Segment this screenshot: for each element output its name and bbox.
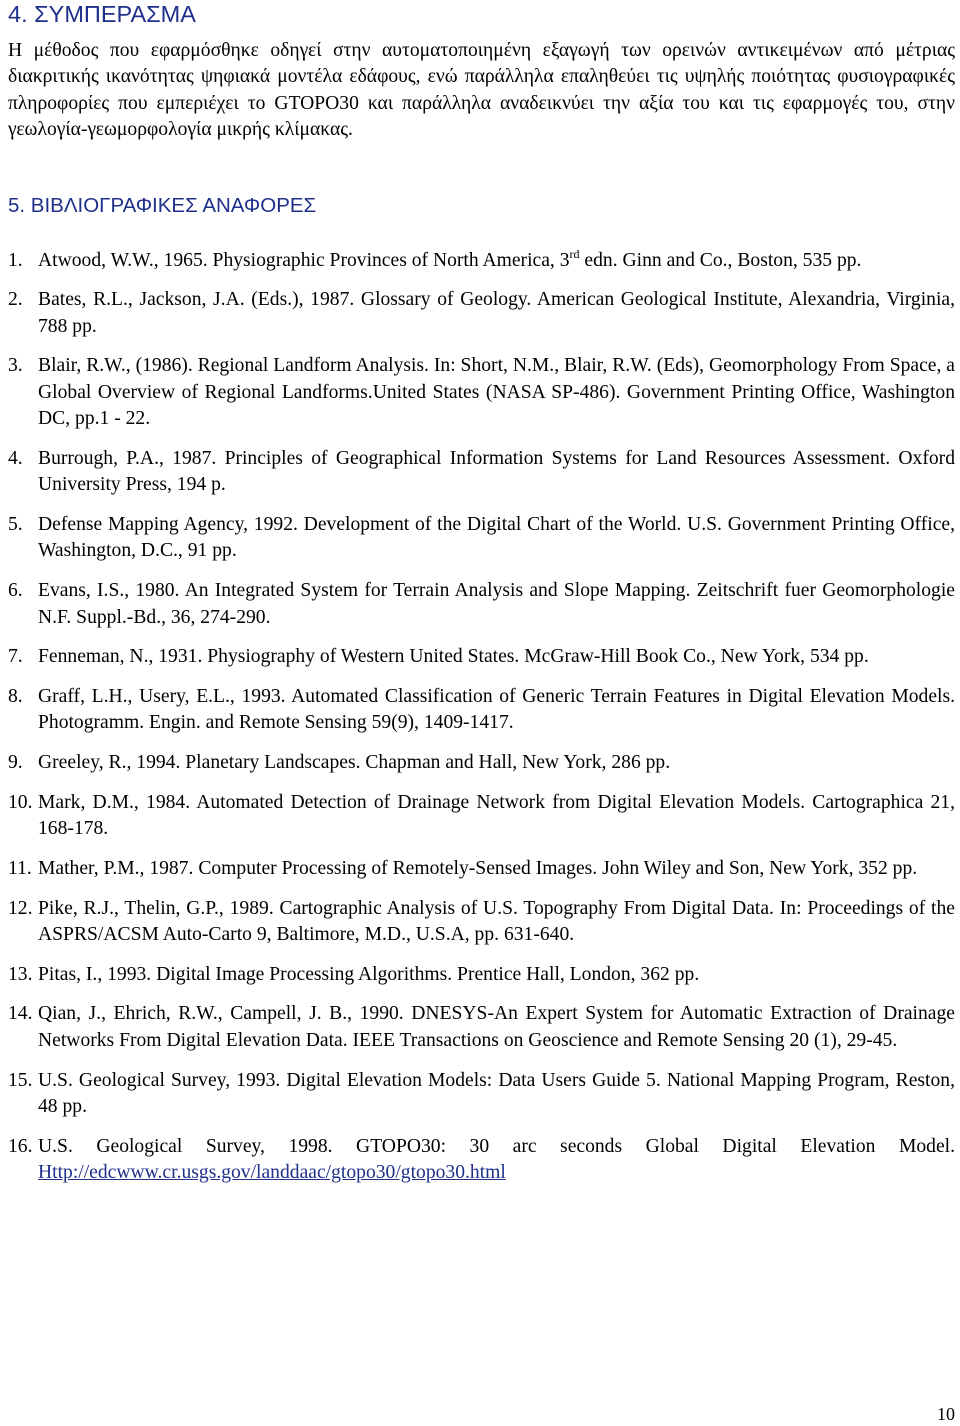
reference-number: 5. [8,514,23,536]
reference-number: 3. [8,355,23,377]
reference-number: 4. [8,447,23,469]
reference-number: 10. [8,791,33,813]
reference-text-part: Atwood, W.W., 1965. Physiographic Provinces of North America, 3 [38,249,570,271]
reference-item [8,1001,955,1054]
reference-text [38,1134,955,1187]
reference-number: 13. [8,963,33,985]
section-4-heading: 4. ΣΥΜΠΕΡΑΣΜΑ [8,1,196,27]
reference-text-part: U.S. Geological Survey, 1998. GTOPO30: 30 arc seconds Global Digital Elevation Model. [38,1135,955,1157]
section-5-heading: 5. ΒΙΒΛΙΟΓΡΑΦΙΚΕΣ ΑΝΑΦΟΡΕΣ [8,193,317,217]
reference-text: U.S. Geological Survey, 1993. Digital Elevation Models: Data Users Guide 5. National Mapping Program, Reston, 48 pp. [38,1069,955,1117]
reference-item [8,512,955,565]
conclusion-paragraph: Η μέθοδος που εφαρμόσθηκε οδηγεί στην αυτοματοποιημένη εξαγωγή των ορεινών αντικειμένων από μέτριας διακριτικής ικανότητας ψηφιακά μοντέλα εδάφους, ενώ παράλληλα επαληθεύει τις υψηλής ποιότητας φυσιογραφικές πληροφορίες που εμπεριέχει το GTOPO30 και παράλληλα αναδεικνύει την αξία του και τις εφαρμογές του, στην γεωλογία-γεωμορφολογία μικρής κλίμακας. [8,40,955,141]
reference-item [8,1068,955,1121]
reference-number: 11. [8,857,32,879]
reference-item [8,856,955,882]
superscript-ordinal: rd [569,246,580,261]
reference-text: Blair, R.W., (1986). Regional Landform Analysis. In: Short, N.M., Blair, R.W. (Eds), Geomorphology From Space, a Global Overview of Regional Landforms.United States (NASA SP-486). Government Printing Office, Washington DC, pp.1 - 22. [38,355,955,430]
reference-text: Mark, D.M., 1984. Automated Detection of Drainage Network from Digital Elevation Models. Cartographica 21, 168-178. [38,791,955,840]
reference-number: 6. [8,580,23,602]
reference-text: Qian, J., Ehrich, R.W., Campell, J. B., 1990. DNESYS-An Expert System for Automatic Extraction of Drainage Networks From Digital Elevation Data. IEEE Transactions on Geoscience and Remote Sensing 20 (1), 29-45. [38,1003,955,1051]
reference-item [8,644,955,670]
reference-item [8,353,955,432]
reference-item [8,248,955,274]
reference-item [8,287,955,340]
reference-item [8,896,955,949]
reference-number: 15. [8,1069,33,1091]
reference-number: 8. [8,685,23,707]
reference-number: 9. [8,752,23,774]
reference-number: 12. [8,897,33,919]
reference-text-part: edn. Ginn and Co., Boston, 535 pp. [579,249,862,271]
reference-text: Bates, R.L., Jackson, J.A. (Eds.), 1987. Glossary of Geology. American Geological Institute, Alexandria, Virginia, 788 pp. [38,289,955,337]
reference-number: 2. [8,289,23,311]
reference-text: Greeley, R., 1994. Planetary Landscapes. Chapman and Hall, New York, 286 pp. [38,752,671,774]
page-number: 10 [937,1404,955,1424]
reference-text: Fenneman, N., 1931. Physiography of Western United States. McGraw-Hill Book Co., New York, 534 pp. [38,646,869,668]
reference-item [8,578,955,631]
reference-text: Evans, I.S., 1980. An Integrated System for Terrain Analysis and Slope Mapping. Zeitschrift fuer Geomorphologie N.F. Suppl.-Bd., 36, 274-290. [38,580,955,628]
reference-item [8,790,955,843]
reference-item [8,750,955,776]
reference-number: 1. [8,249,23,271]
reference-item [8,446,955,499]
reference-text: Pitas, I., 1993. Digital Image Processing Algorithms. Prentice Hall, London, 362 pp. [38,963,700,985]
reference-item [8,684,955,737]
reference-text: Mather, P.M., 1987. Computer Processing of Remotely-Sensed Images. John Wiley and Son, New York, 352 pp. [38,857,918,879]
reference-number: 7. [8,646,23,668]
reference-text: Graff, L.H., Usery, E.L., 1993. Automated Classification of Generic Terrain Features in Digital Elevation Models. Photogramm. Engin. and Remote Sensing 59(9), 1409-1417. [38,685,955,734]
reference-text: Pike, R.J., Thelin, G.P., 1989. Cartographic Analysis of U.S. Topography From Digital Data. In: Proceedings of the ASPRS/ACSM Auto-Carto 9, Baltimore, M.D., U.S.A, pp. 631-640. [38,897,955,946]
reference-item [8,1134,955,1187]
references-list [8,248,955,1187]
gtopo30-link[interactable]: Http://edcwww.cr.usgs.gov/landdaac/gtopo30/gtopo30.html [38,1162,506,1184]
reference-text: Burrough, P.A., 1987. Principles of Geographical Information Systems for Land Resources Assessment. Oxford University Press, 194 p. [38,447,955,496]
reference-item [8,962,955,988]
reference-number: 16. [8,1135,33,1157]
reference-text: Defense Mapping Agency, 1992. Development of the Digital Chart of the World. U.S. Government Printing Office, Washington, D.C., 91 pp. [38,514,955,562]
reference-text [38,248,955,274]
reference-number: 14. [8,1003,33,1025]
